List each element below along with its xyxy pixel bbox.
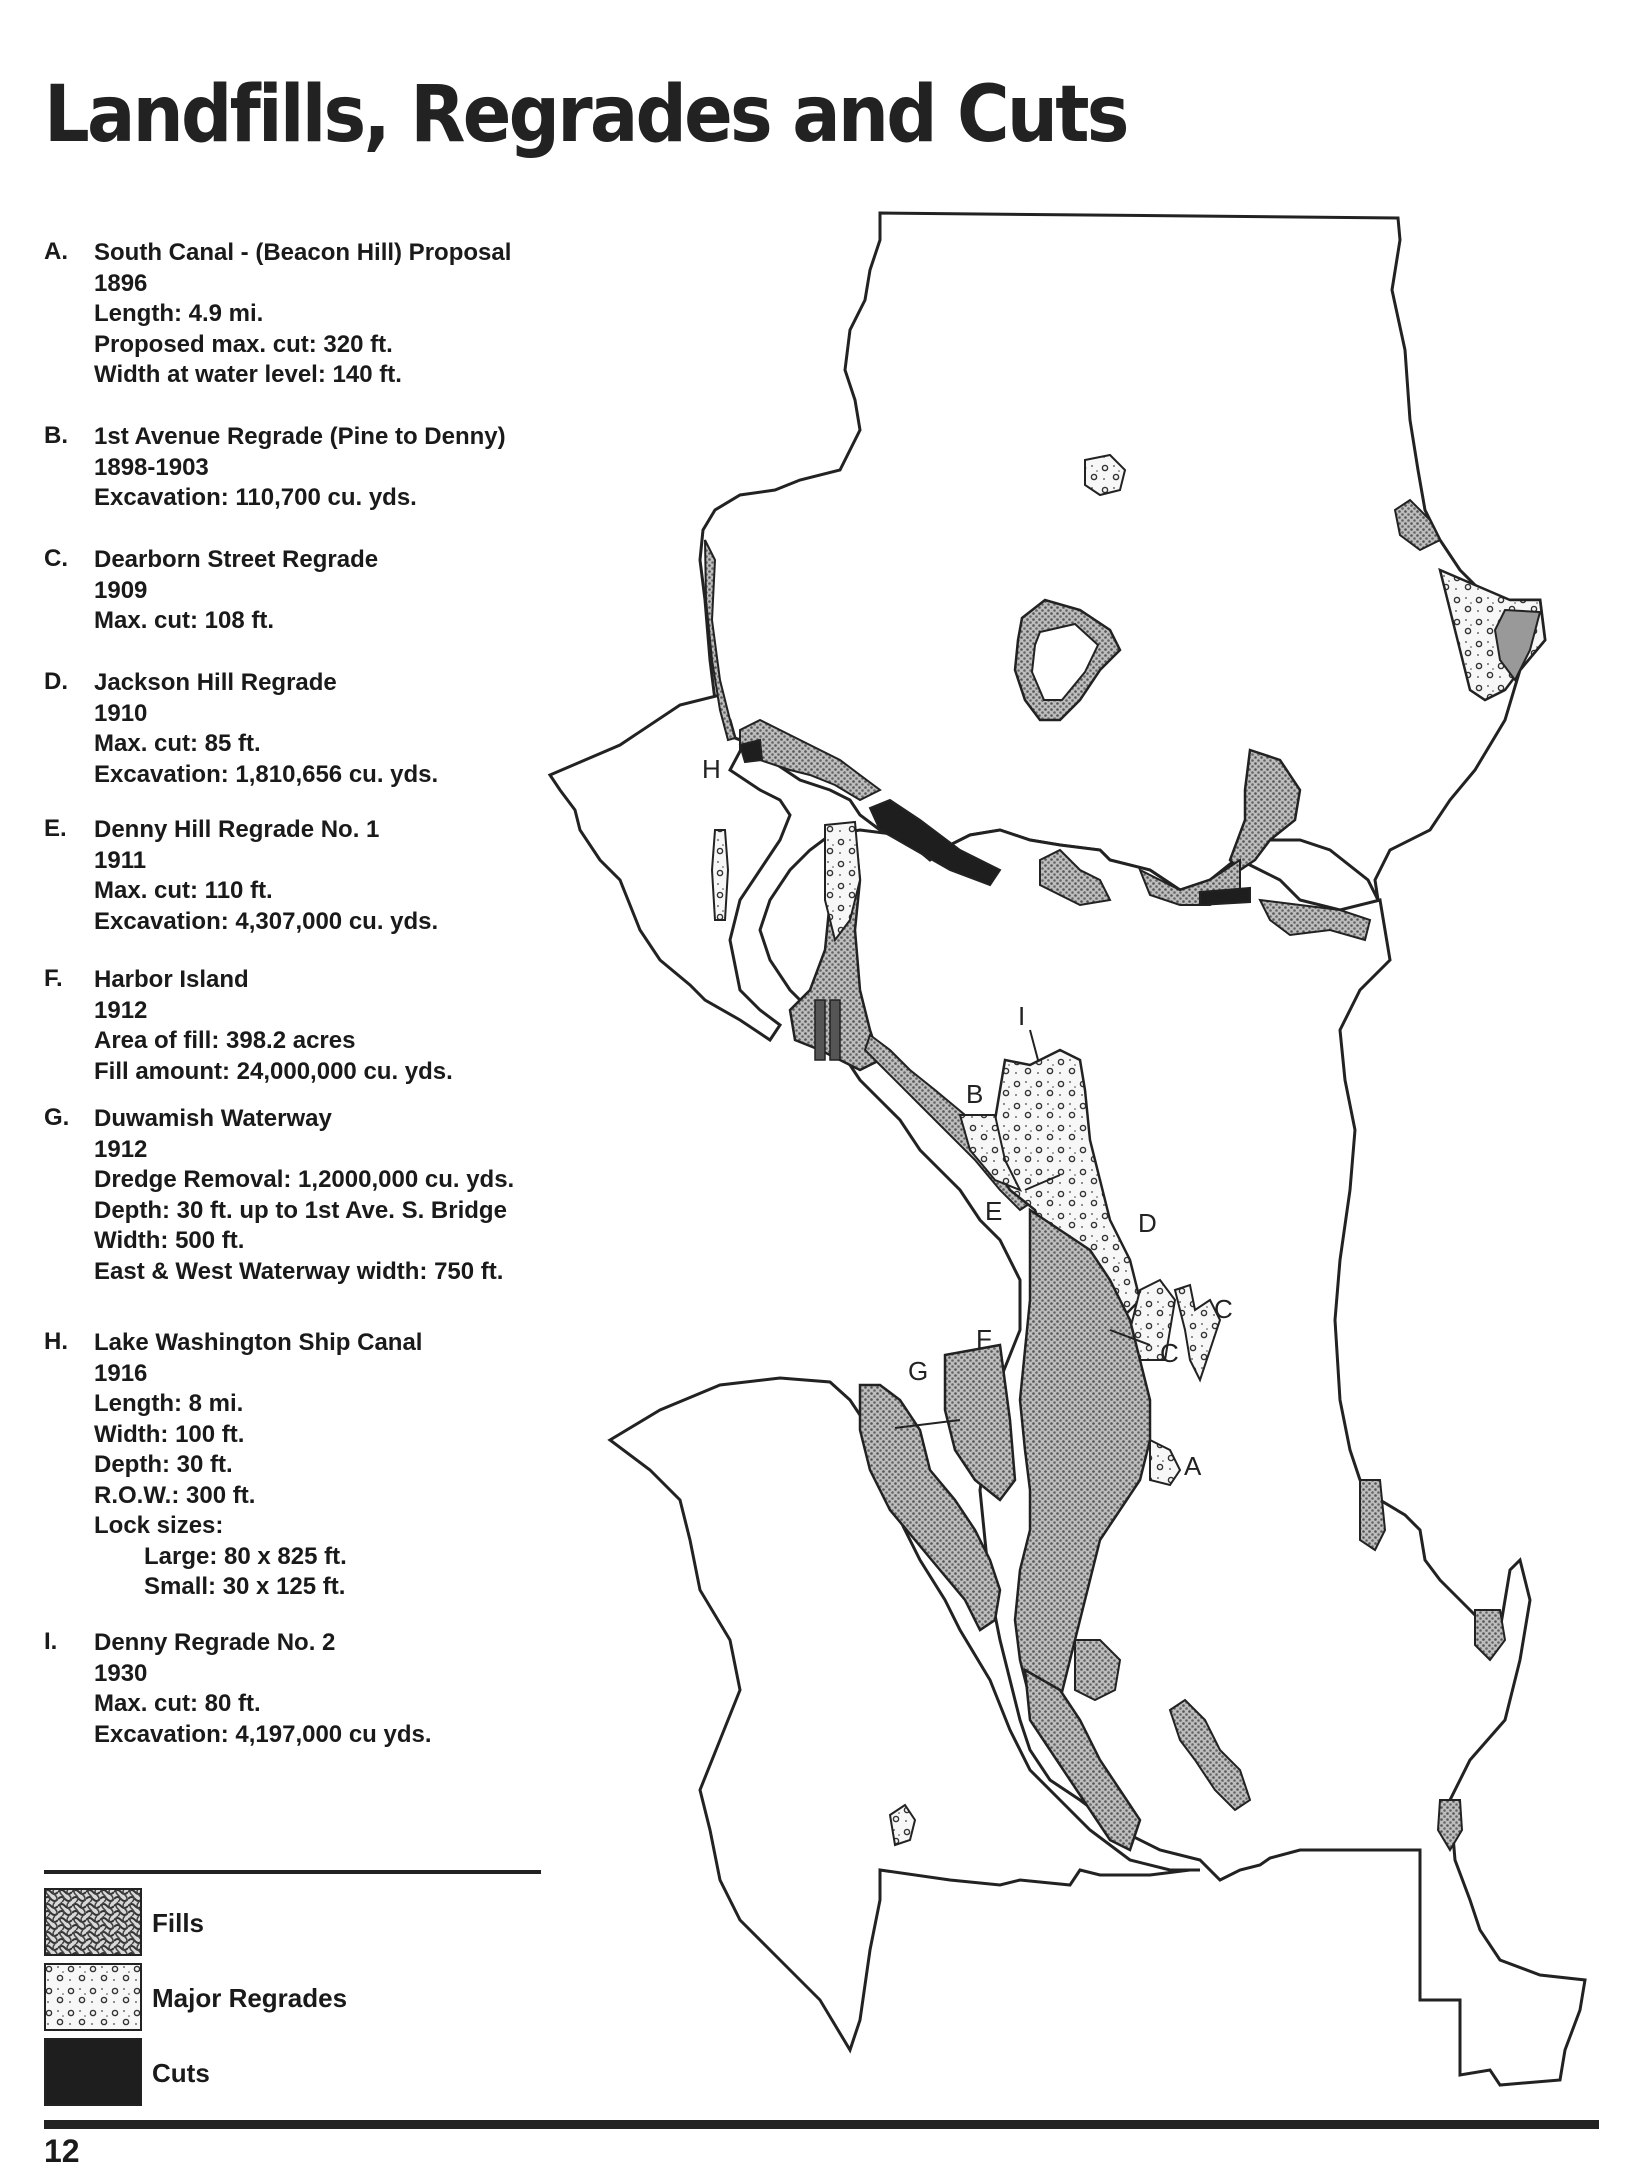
entry-detail-line: Lock sizes: [94,1512,224,1539]
map-label-b: B [966,1079,984,1109]
cut-ballard-locks [740,740,762,762]
entry-detail-line: Max. cut: 80 ft. [94,1690,261,1717]
regrades-swatch-icon [44,1963,142,2031]
fill-lake-washington-shore [1360,1480,1385,1550]
map-label-i: I [1018,1001,1026,1031]
entry-title: Lake Washington Ship Canal [94,1329,423,1356]
entry-letter: I. [44,1628,58,1655]
entry-detail-line: 1912 [94,1135,148,1163]
entry-detail-line: Dredge Removal: 1,2000,000 cu. yds. [94,1166,515,1193]
entry-title: Denny Hill Regrade No. 1 [94,816,380,843]
legend-item-regrades [44,1963,544,2033]
entry-detail-line: Depth: 30 ft. [94,1451,233,1478]
legend-label-cuts: Cuts [152,2058,210,2088]
entry-detail-line: 1916 [94,1359,148,1387]
north-seattle-landmass [700,213,1545,900]
map-label-a: A [1184,1451,1202,1481]
entry-detail-line: 1896 [94,269,148,297]
entry-title: Harbor Island [94,966,249,993]
entry-letter: D. [44,668,68,695]
entry-detail-line: 1898-1903 [94,453,209,481]
entry-detail-line: 1910 [94,699,148,727]
legend-item-fills [44,1888,544,1958]
entry-detail-line: Max. cut: 85 ft. [94,730,261,757]
footer-rule [44,2120,1599,2129]
entry-detail-line: Excavation: 1,810,656 cu. yds. [94,760,439,788]
entry-letter: G. [44,1104,70,1131]
entry-detail-line: 1930 [94,1659,148,1687]
entry-letter: E. [44,815,67,842]
map-label-f: F [976,1324,992,1354]
entry-detail-line: 1912 [94,996,148,1024]
legend-label-fills: Fills [152,1908,205,1938]
entry-detail-line: Width at water level: 140 ft. [94,361,402,388]
map-label-c: C [1160,1338,1179,1368]
entry-detail-line: Depth: 30 ft. up to 1st Ave. S. Bridge [94,1196,507,1224]
entry-letter: B. [44,422,68,449]
map-label-h: H [702,754,721,784]
cut-montlake [1200,888,1250,905]
entry-letter: F. [44,965,63,992]
legend-item-cuts [44,2038,544,2108]
entry-title: Jackson Hill Regrade [94,669,337,696]
entry-detail-line: Length: 8 mi. [94,1390,244,1417]
entry-detail-line: Width: 500 ft. [94,1227,245,1254]
entry-detail-line: Max. cut: 108 ft. [94,607,275,634]
fills-swatch-icon [44,1888,142,1956]
entry-detail-line: Proposed max. cut: 320 ft. [94,330,393,358]
entry-letter: A. [44,238,68,265]
map-label-d: D [1138,1208,1157,1238]
entry-detail-line: 1911 [94,846,147,874]
entry-detail-line: East & West Waterway width: 750 ft. [94,1257,504,1285]
entry-detail-line: Max. cut: 110 ft. [94,877,273,904]
entry-detail-line: R.O.W.: 300 ft. [94,1481,256,1509]
entry-detail-line: Excavation: 4,307,000 cu. yds. [94,907,439,935]
entry-title: South Canal - (Beacon Hill) Proposal [94,239,512,266]
entry-letter: C. [44,545,68,572]
map-label-e: E [985,1196,1003,1226]
entry-detail-line: Width: 100 ft. [94,1420,245,1448]
entry-lock-size-line: Small: 30 x 125 ft. [144,1573,346,1600]
entry-detail-line: 1909 [94,576,148,604]
legend-divider [44,1870,541,1874]
map-label-g: G [908,1356,929,1386]
entry-detail-line: Fill amount: 24,000,000 cu. yds. [94,1057,453,1085]
entry-detail-line: Length: 4.9 mi. [94,300,264,327]
regrade-magnolia-small [712,830,728,920]
entry-detail-line: Excavation: 110,700 cu. yds. [94,484,417,511]
page-number: 12 [44,2133,80,2169]
entry-title: Duwamish Waterway [94,1105,332,1132]
entry-lock-size-line: Large: 80 x 825 ft. [144,1542,347,1570]
page-title: Landfills, Regrades and Cuts [44,70,1127,160]
legend-label-regrades: Major Regrades [152,1983,348,2013]
entry-title: 1st Avenue Regrade (Pine to Denny) [94,423,506,450]
entry-title: Dearborn Street Regrade [94,546,379,573]
entry-letter: H. [44,1328,68,1355]
map-label-c-east: C [1214,1294,1233,1324]
entry-detail-line: Area of fill: 398.2 acres [94,1027,356,1054]
entry-detail-line: Excavation: 4,197,000 cu yds. [94,1720,432,1748]
cuts-swatch-icon [44,2038,142,2106]
entry-title: Denny Regrade No. 2 [94,1629,336,1656]
